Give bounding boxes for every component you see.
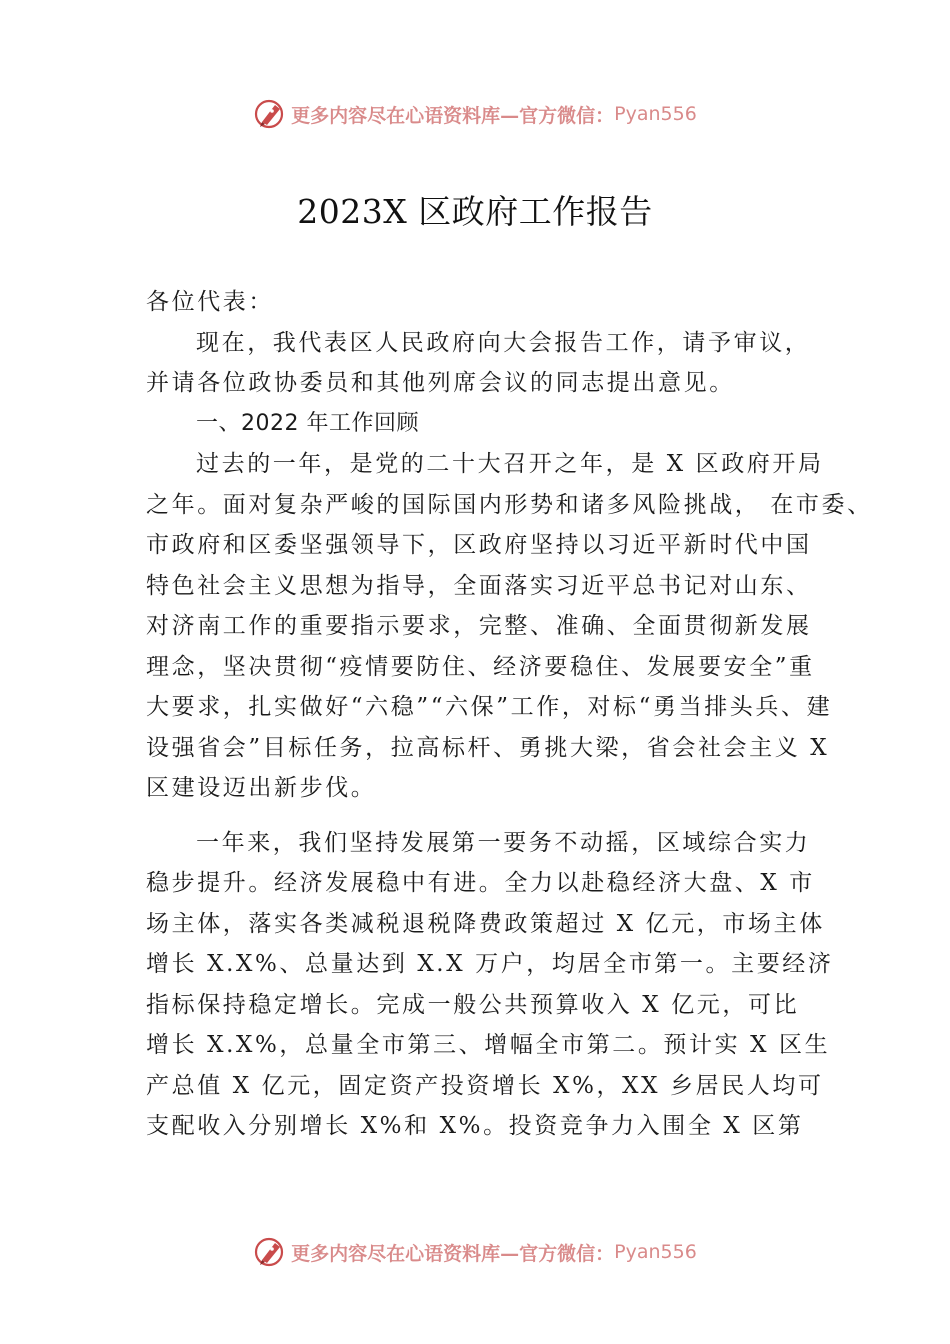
pen-nib-icon — [253, 97, 287, 131]
salutation: 各位代表： — [146, 289, 274, 315]
paragraph-review — [146, 444, 873, 809]
text-line: 增长 X.X%，总量全市第三、增幅全市第二。预计实 X 区生 — [146, 1032, 831, 1058]
text-line: 稳步提升。经济发展稳中有进。全力以赴稳经济大盘、X 市 — [146, 870, 815, 896]
document-title: 2023X 区政府工作报告 — [297, 192, 653, 231]
text-line: 特色社会主义思想为指导，全面落实习近平总书记对山东、 — [146, 572, 812, 599]
watermark-header — [0, 94, 950, 134]
text-line: 一年来，我们坚持发展第一要务不动摇，区域综合实力 — [196, 829, 811, 856]
watermark-wechat-id: Pyan556 — [614, 103, 697, 125]
text-line: 现在，我代表区人民政府向大会报告工作，请予审议， — [196, 329, 811, 356]
paragraph-achievements — [146, 823, 846, 1147]
pen-nib-icon — [253, 1235, 287, 1269]
text-line: 理念，坚决贯彻“疫情要防住、经济要稳住、发展要安全”重 — [146, 653, 815, 680]
text-line: 对济南工作的重要指示要求，完整、准确、全面贯彻新发展 — [146, 613, 812, 639]
watermark-footer — [0, 1232, 950, 1272]
document-body — [146, 282, 873, 1147]
text-line: 指标保持稳定增长。完成一般公共预算收入 X 亿元，可比 — [146, 991, 800, 1018]
text-line: 过去的一年，是党的二十大召开之年，是 X 区政府开局 — [196, 451, 824, 477]
text-line: 区建设迈出新步伐。 — [146, 775, 377, 801]
text-line: 市政府和区委坚强领导下，区政府坚持以习近平新时代中国 — [146, 532, 812, 558]
text-line: 并请各位政协委员和其他列席会议的同志提出意见。 — [146, 370, 735, 396]
text-line: 产总值 X 亿元，固定资产投资增长 X%，XX 乡居民人均可 — [146, 1072, 824, 1099]
text-line: 设强省会”目标任务，拉高标杆、勇挑大梁，省会社会主义 X — [146, 734, 830, 761]
text-line: 大要求，扎实做好“六稳”“六保”工作，对标“勇当排头兵、建 — [146, 694, 833, 720]
text-line: 支配收入分别增长 X%和 X%。投资竞争力入围全 X 区第 — [146, 1113, 804, 1139]
text-line: 场主体，落实各类减税退税降费政策超过 X 亿元，市场主体 — [146, 910, 825, 937]
text-line: 之年。面对复杂严峻的国际国内形势和诸多风险挑战， 在市委、 — [146, 491, 873, 518]
section-heading: 一、2022 年工作回顾 — [196, 410, 419, 436]
watermark-wechat-id: Pyan556 — [614, 1241, 697, 1263]
text-line: 增长 X.X%、总量达到 X.X 万户，均居全市第一。主要经济 — [146, 951, 834, 977]
watermark-text: 更多内容尽在心语资料库—官方微信： — [291, 1242, 615, 1265]
paragraph-intro — [146, 323, 846, 404]
watermark-text: 更多内容尽在心语资料库—官方微信： — [291, 104, 615, 127]
